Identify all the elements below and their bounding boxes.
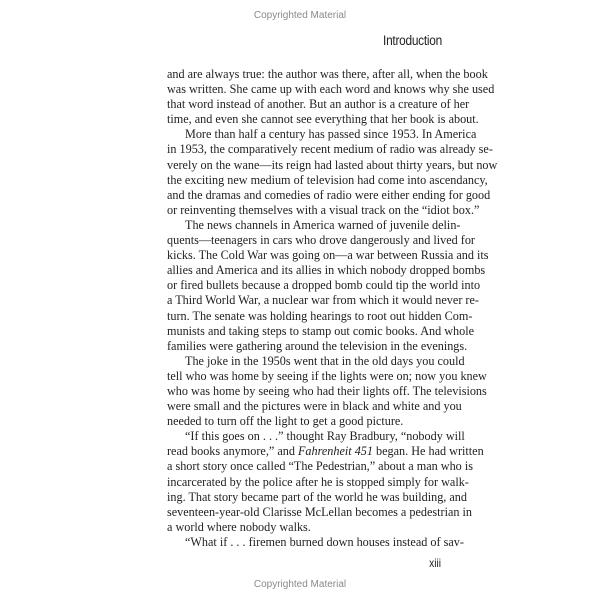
- paragraph: [167, 67, 495, 127]
- text-line: quents—teenagers in cars who drove dangerously and lived for: [167, 233, 475, 248]
- text-line: munists and taking steps to stamp out comic books. And whole: [167, 323, 475, 338]
- paragraph: [167, 127, 498, 218]
- text-line: that word instead of another. But an author is a creature of her: [167, 97, 470, 112]
- text-line: the exciting new medium of television had come into ascendancy,: [167, 172, 488, 187]
- text-line: turn. The senate was holding hearings to root out hidden Com-: [167, 308, 473, 323]
- paragraph: [167, 217, 489, 354]
- copyright-watermark-bottom: Copyrighted Material: [253, 579, 347, 590]
- text-line: The news channels in America warned of juvenile delin-: [185, 217, 461, 232]
- text-line: a Third World War, a nuclear war from which it would never re-: [167, 293, 479, 308]
- text-line: was written. She came up with each word and knows why she used: [167, 82, 495, 97]
- text-fragment: began. He had written: [373, 444, 484, 459]
- paragraph: [167, 353, 487, 429]
- text-line: and the dramas and comedies of radio were either ending for good: [167, 187, 491, 202]
- text-line: seventeen-year-old Clarisse McLellan becomes a pedestrian in: [167, 504, 472, 519]
- running-head: Introduction: [383, 33, 442, 48]
- text-line: or reinventing themselves with a visual track on the “idiot box.”: [167, 202, 480, 217]
- text-line: ing. That story became part of the world he was building, and: [167, 489, 467, 504]
- text-line: time, and even she cannot see everything that her book is about.: [167, 112, 479, 127]
- body-text: [167, 67, 498, 550]
- paragraph: [167, 429, 484, 535]
- page-number: xiii: [429, 556, 441, 570]
- text-line: “What if . . . firemen burned down houses instead of sav-: [185, 534, 464, 549]
- text-line: tell who was home by seeing if the lights were on; now you knew: [167, 368, 487, 383]
- text-line: incarcerated by the police after he is stopped simply for walk-: [167, 474, 469, 489]
- text-fragment: read books anymore,” and: [167, 444, 298, 459]
- text-line: in 1953, the comparatively recent medium of radio was already se-: [167, 142, 493, 157]
- text-line: needed to turn off the light to get a good picture.: [167, 414, 404, 429]
- text-line: and are always true: the author was there, after all, when the book: [167, 67, 488, 81]
- text-line: The joke in the 1950s went that in the old days you could: [185, 353, 465, 368]
- text-line: who was home by seeing who had their lights off. The televisions: [167, 383, 487, 398]
- book-title: Fahrenheit 451: [297, 444, 373, 459]
- text-line: kicks. The Cold War was going on—a war between Russia and its: [167, 248, 489, 263]
- text-line: More than half a century has passed since 1953. In America: [185, 127, 477, 142]
- paragraph: [167, 534, 464, 550]
- text-line: families were gathering around the television in the evenings.: [167, 338, 468, 353]
- text-line: were small and the pictures were in black and white and you: [167, 399, 462, 414]
- text-line: or fired bullets because a dropped bomb could tip the world into: [167, 278, 481, 293]
- text-line: [167, 444, 484, 459]
- text-line: allies and America and its allies in which nobody dropped bombs: [167, 263, 486, 278]
- text-line: “If this goes on . . .” thought Ray Bradbury, “nobody will: [185, 429, 465, 444]
- text-line: verely on the wane—its reign had lasted about thirty years, but now: [167, 157, 498, 172]
- copyright-watermark-top: Copyrighted Material: [253, 10, 347, 21]
- text-line: a short story once called “The Pedestrian,” about a man who is: [167, 459, 473, 474]
- text-line: a world where nobody walks.: [167, 519, 311, 534]
